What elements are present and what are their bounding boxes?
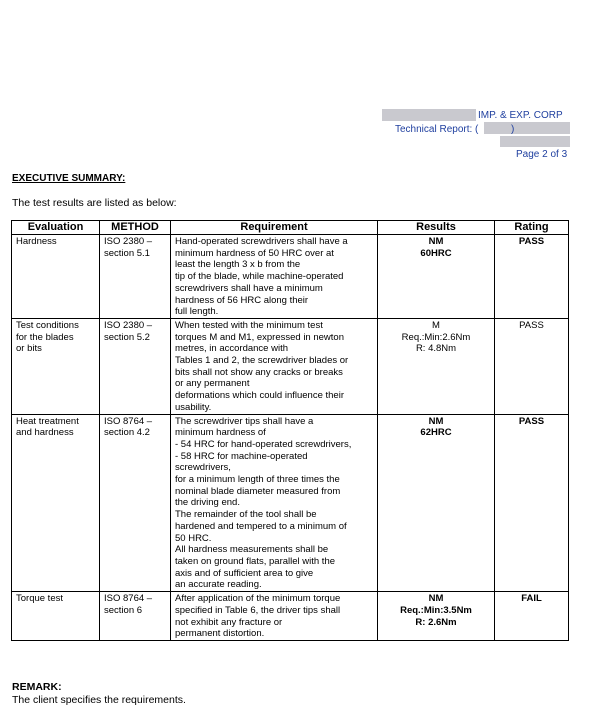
results-cell <box>378 235 495 319</box>
evaluation-cell-line: and hardness <box>16 427 74 439</box>
method-cell <box>100 318 171 414</box>
evaluation-cell <box>12 318 100 414</box>
results-cell-line: R: 4.8Nm <box>415 343 457 355</box>
requirement-cell <box>171 318 378 414</box>
requirement-cell-line: After application of the minimum torque <box>175 593 341 605</box>
requirement-cell-line: hardened and tempered to a minimum of <box>175 520 347 532</box>
method-cell-line: section 5.2 <box>104 331 150 343</box>
method-cell-line: ISO 8764 – <box>104 593 153 605</box>
requirement-cell-line: minimum hardness of <box>175 427 266 439</box>
results-table <box>11 220 569 641</box>
method-cell-line: ISO 8764 – <box>104 415 153 427</box>
evaluation-cell-line: Torque test <box>16 593 63 605</box>
requirement-cell-line: - 54 HRC for hand-operated screwdrivers, <box>175 438 352 450</box>
evaluation-cell-line: Hardness <box>16 236 57 247</box>
results-cell-line: NM <box>428 236 444 247</box>
requirement-cell-line: full length. <box>175 306 219 318</box>
results-cell-line: 60HRC <box>420 247 452 259</box>
requirement-cell-line: or any permanent <box>175 378 250 390</box>
intro-text: The test results are listed as below: <box>12 197 177 209</box>
requirement-cell-line: 50 HRC. <box>175 532 212 544</box>
evaluation-cell-line: Test conditions <box>16 319 79 331</box>
results-cell <box>378 318 495 414</box>
evaluation-cell-line: Heat treatment <box>16 415 79 427</box>
requirement-cell-line: hardness of 56 HRC along their <box>175 294 309 306</box>
requirement-cell <box>171 414 378 592</box>
table-row <box>12 414 569 592</box>
executive-summary-title: EXECUTIVE SUMMARY: <box>12 173 126 184</box>
requirement-cell-line: usability. <box>175 401 212 413</box>
requirement-cell <box>171 592 378 641</box>
requirement-cell-line: least the length 3 x b from the <box>175 259 301 271</box>
results-cell-line: M <box>432 319 440 331</box>
rating-cell: PASS <box>495 235 569 319</box>
requirement-cell-line: torques M and M1, expressed in newton <box>175 331 344 343</box>
remark-text: The client specifies the requirements. <box>12 694 186 706</box>
results-cell <box>378 592 495 641</box>
method-cell-line: ISO 2380 – <box>104 236 153 247</box>
requirement-cell-line: Tables 1 and 2, the screwdriver blades or <box>175 355 349 367</box>
table-row <box>12 235 569 319</box>
evaluation-cell <box>12 592 100 641</box>
company-name: IMP. & EXP. CORP <box>478 110 563 121</box>
results-cell-line: NM <box>428 415 444 427</box>
requirement-cell-line: The remainder of the tool shall be <box>175 509 317 521</box>
results-cell-line: Req.:Min:3.5Nm <box>400 604 472 616</box>
header-results: Results <box>378 221 495 235</box>
table-row <box>12 318 569 414</box>
table-header-row <box>12 221 569 235</box>
page-number: Page 2 of 3 <box>516 149 568 160</box>
rating-cell: PASS <box>495 414 569 592</box>
method-cell-line: ISO 2380 – <box>104 319 153 331</box>
evaluation-cell-line: or bits <box>16 343 42 355</box>
requirement-cell-line: taken on ground flats, parallel with the <box>175 555 336 567</box>
requirement-cell <box>171 235 378 319</box>
results-cell <box>378 414 495 592</box>
rating-cell: FAIL <box>495 592 569 641</box>
requirement-cell-line: an accurate reading. <box>175 579 262 591</box>
remark-title: REMARK: <box>12 681 62 693</box>
requirement-cell-line: permanent distortion. <box>175 628 265 640</box>
table-body <box>12 235 569 641</box>
requirement-cell-line: screwdrivers, <box>175 462 231 474</box>
report-label: Technical Report: ( <box>395 124 479 135</box>
redacted-block-1 <box>382 109 476 121</box>
method-cell-line: section 5.1 <box>104 247 150 259</box>
results-cell-line: NM <box>428 593 444 605</box>
requirement-cell-line: the driving end. <box>175 497 240 509</box>
requirement-cell-line: deformations which could influence their <box>175 390 344 402</box>
redacted-block-2 <box>500 136 570 147</box>
results-cell-line: 62HRC <box>420 427 452 439</box>
method-cell-line: section 4.2 <box>104 427 150 439</box>
requirement-cell-line: axis and of sufficient area to give <box>175 567 314 579</box>
requirement-cell-line: When tested with the minimum test <box>175 319 323 331</box>
results-cell-line: R: 2.6Nm <box>415 616 457 628</box>
requirement-cell-line: - 58 HRC for machine-operated <box>175 450 308 462</box>
header-rating: Rating <box>495 221 569 235</box>
report-label-suffix: ) <box>511 124 515 135</box>
requirement-cell-line: screwdrivers shall have a minimum <box>175 282 323 294</box>
method-cell <box>100 592 171 641</box>
requirement-cell-line: The screwdriver tips shall have a <box>175 415 314 427</box>
evaluation-cell <box>12 235 100 319</box>
requirement-cell-line: metres, in accordance with <box>175 343 288 355</box>
header-evaluation: Evaluation <box>12 221 100 235</box>
method-cell <box>100 235 171 319</box>
header-method: METHOD <box>100 221 171 235</box>
method-cell-line: section 6 <box>104 604 143 616</box>
table-row <box>12 592 569 641</box>
rating-cell: PASS <box>495 318 569 414</box>
evaluation-cell-line: for the blades <box>16 331 74 343</box>
method-cell <box>100 414 171 592</box>
requirement-cell-line: not exhibit any fracture or <box>175 616 283 628</box>
requirement-cell-line: tip of the blade, while machine-operated <box>175 271 344 283</box>
results-cell-line: Req.:Min:2.6Nm <box>401 331 471 343</box>
evaluation-cell <box>12 414 100 592</box>
header-requirement: Requirement <box>171 221 378 235</box>
requirement-cell-line: All hardness measurements shall be <box>175 544 329 556</box>
requirement-cell-line: nominal blade diameter measured from <box>175 485 341 497</box>
requirement-cell-line: bits shall not show any cracks or breaks <box>175 366 343 378</box>
requirement-cell-line: specified in Table 6, the driver tips shall <box>175 604 341 616</box>
requirement-cell-line: minimum hardness of 50 HRC over at <box>175 247 334 259</box>
requirement-cell-line: Hand-operated screwdrivers shall have a <box>175 236 348 247</box>
requirement-cell-line: for a minimum length of three times the <box>175 474 340 486</box>
redacted-report-number <box>484 122 570 134</box>
